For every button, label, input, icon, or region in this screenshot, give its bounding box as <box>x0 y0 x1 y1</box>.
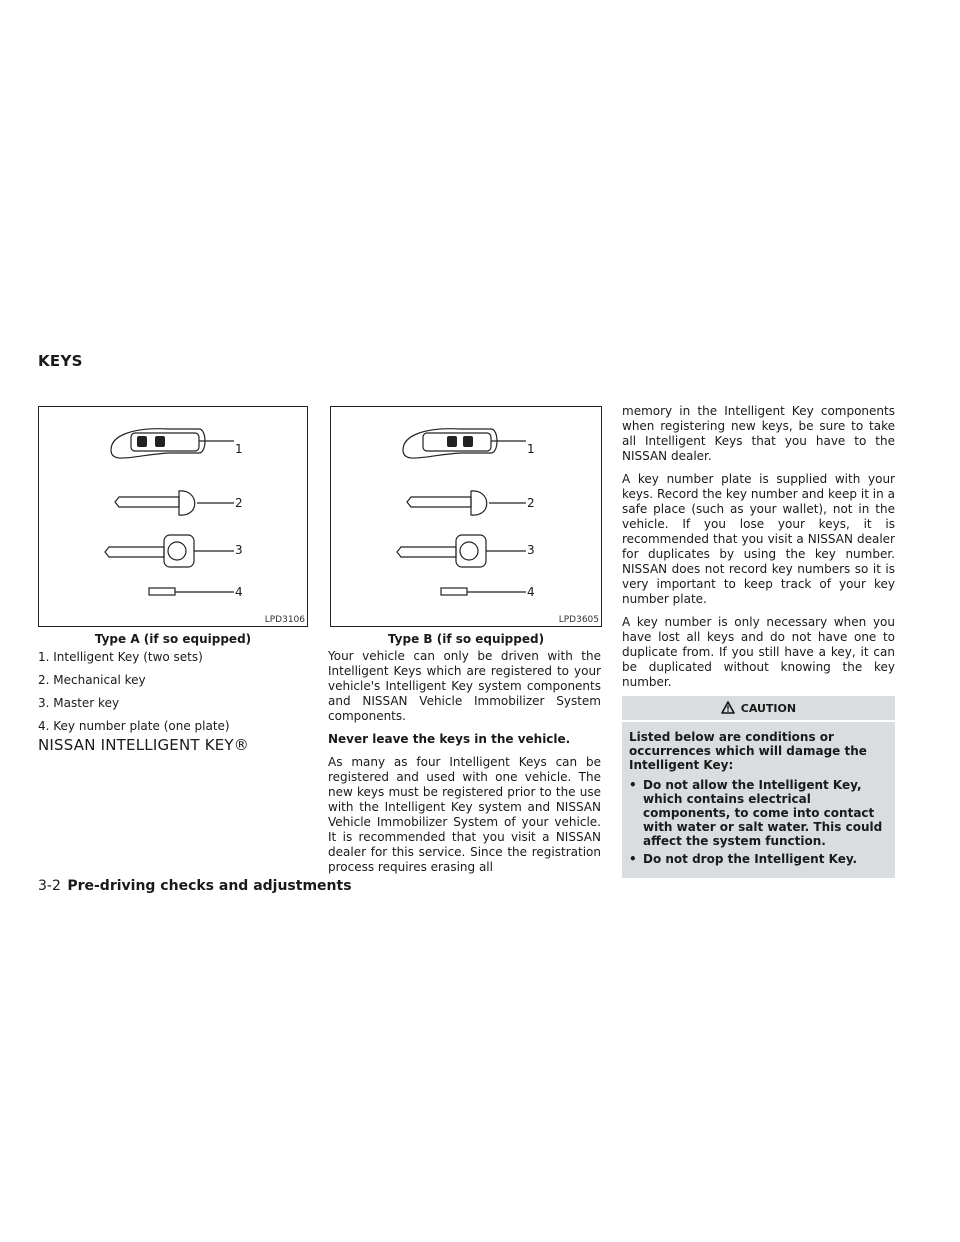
paragraph: A key number plate is supplied with your keys. Record the key number and keep it in a safe place (such as your wallet), not in the vehicle. If you lose your keys, it is recommended that you visit a NISSAN dealer for duplicates by using the key number. NISSAN does not record key numbers so it is very important to keep track of your key number plate. <box>622 472 895 606</box>
list-item: 3. Master key <box>38 696 120 710</box>
figure-caption-b: Type B (if so equipped) <box>387 632 545 646</box>
body-column-3 <box>622 404 895 698</box>
label-4: 4 <box>235 585 243 599</box>
figure-type-b <box>330 406 602 627</box>
key-illustration-a <box>39 407 307 626</box>
caution-intro: Listed below are conditions or occurrences which will damage the Intelligent Key: <box>629 730 867 772</box>
chapter-title: Pre-driving checks and adjustments <box>67 878 352 894</box>
figure-code: LPD3106 <box>264 615 305 625</box>
caution-bullet <box>629 852 888 866</box>
caution-bullet-text: Do not allow the Intelligent Key, which contains electrical components, to come into contact with water or salt water. This could affect the system function. <box>643 778 883 848</box>
caution-bullet-text: Do not drop the Intelligent Key. <box>643 852 858 866</box>
caution-header <box>622 696 895 722</box>
key-illustration-b <box>331 407 601 626</box>
warning-icon <box>721 701 735 714</box>
label-1: 1 <box>235 442 243 456</box>
parts-list <box>38 650 230 742</box>
label-2: 2 <box>235 496 243 510</box>
bullet-icon: • <box>629 778 637 792</box>
figure-code: LPD3605 <box>558 615 599 625</box>
paragraph: Your vehicle can only be driven with the Intelligent Keys which are registered to your vehicle's Intelligent Key system components and NISSAN Vehicle Immobilizer System components. <box>328 649 601 723</box>
label-4: 4 <box>527 585 535 599</box>
caution-title: CAUTION <box>740 702 797 715</box>
label-2: 2 <box>527 496 535 510</box>
body-column-2 <box>328 649 601 883</box>
paragraph: As many as four Intelligent Keys can be registered and used with one vehicle. The new keys must be registered prior to the use with the Intelligent Key system and NISSAN Vehicle Immobilizer System of your vehicle. It is recommended that you visit a NISSAN dealer for this service. Since the registration process requires erasing all <box>328 755 601 874</box>
label-1: 1 <box>527 442 535 456</box>
list-item: 2. Mechanical key <box>38 673 146 687</box>
label-3: 3 <box>235 543 243 557</box>
figure-caption-a: Type A (if so equipped) <box>94 632 252 646</box>
bullet-icon: • <box>629 852 637 866</box>
caution-body <box>622 722 895 878</box>
section-title: KEYS <box>38 352 83 370</box>
caution-box <box>622 696 895 878</box>
figure-type-a <box>38 406 308 627</box>
page-number: 3-2 <box>38 878 61 894</box>
warning-statement: Never leave the keys in the vehicle. <box>328 732 571 746</box>
list-item: 4. Key number plate (one plate) <box>38 719 230 733</box>
paragraph: memory in the Intelligent Key components when registering new keys, be sure to take all Intelligent Keys that you have to the NISSAN dealer. <box>622 404 895 463</box>
paragraph: A key number is only necessary when you have lost all keys and do not have one to duplicate from. If you still have a key, it can be duplicated without knowing the key number. <box>622 615 895 689</box>
caution-bullet <box>629 778 888 848</box>
label-3: 3 <box>527 543 535 557</box>
subheading: NISSAN INTELLIGENT KEY® <box>38 736 249 754</box>
page-footer <box>38 878 352 894</box>
list-item: 1. Intelligent Key (two sets) <box>38 650 203 664</box>
